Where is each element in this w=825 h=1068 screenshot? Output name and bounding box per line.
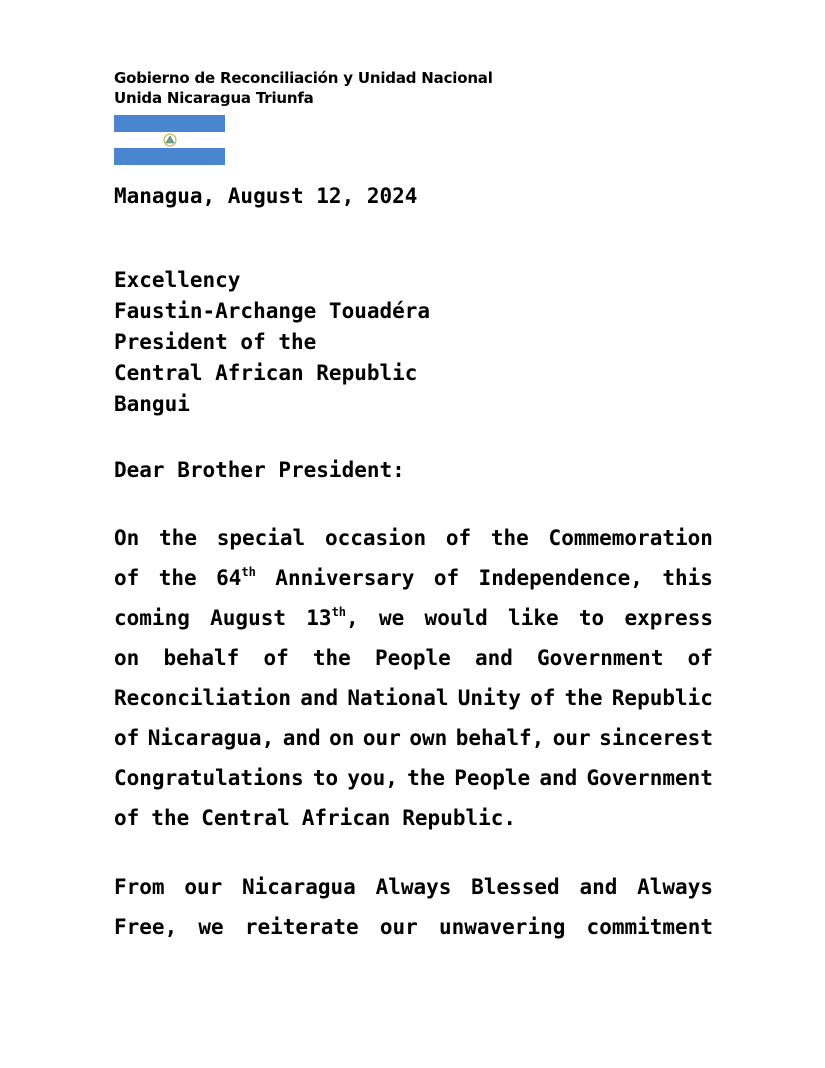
word: of bbox=[433, 566, 460, 590]
word: Central bbox=[201, 806, 290, 830]
word: On bbox=[114, 526, 140, 550]
word: we bbox=[198, 915, 224, 939]
word: the bbox=[407, 766, 446, 790]
word: National bbox=[347, 686, 449, 710]
addressee-city: Bangui bbox=[114, 392, 190, 416]
word: and bbox=[300, 686, 339, 710]
ordinal-number: 13 bbox=[306, 606, 332, 630]
word: Nicaragua, bbox=[147, 726, 275, 750]
word: Unity bbox=[457, 686, 521, 710]
word: Republic bbox=[611, 686, 713, 710]
paragraph-line bbox=[114, 558, 713, 598]
letterhead bbox=[114, 68, 493, 108]
word: commitment bbox=[586, 915, 713, 939]
word: to bbox=[578, 606, 605, 630]
word: behalf bbox=[163, 646, 240, 670]
word: behalf, bbox=[455, 726, 545, 750]
word: Nicaragua bbox=[242, 875, 356, 899]
word: of bbox=[445, 526, 472, 550]
word: of bbox=[114, 806, 140, 830]
word: would bbox=[424, 606, 488, 630]
paragraph-line bbox=[114, 798, 713, 838]
word: of bbox=[530, 686, 556, 710]
word: the bbox=[151, 806, 190, 830]
word: this bbox=[662, 566, 713, 590]
addressee-position: President of the bbox=[114, 330, 317, 354]
punctuation: , bbox=[346, 606, 359, 630]
word: From bbox=[114, 875, 165, 899]
paragraph-line bbox=[114, 718, 713, 758]
word: on bbox=[329, 726, 355, 750]
ordinal-word bbox=[216, 558, 256, 598]
word: sincerest bbox=[599, 726, 713, 750]
addressee-country: Central African Republic bbox=[114, 361, 418, 385]
word: and bbox=[539, 766, 578, 790]
paragraph-line bbox=[114, 638, 713, 678]
word: to bbox=[312, 766, 339, 790]
word: African bbox=[301, 806, 391, 830]
word: Government bbox=[537, 646, 664, 670]
word: and bbox=[474, 646, 513, 670]
word: August bbox=[210, 606, 286, 630]
ordinal-suffix: th bbox=[241, 565, 256, 579]
word: on bbox=[114, 646, 140, 670]
word: Commemoration bbox=[548, 526, 713, 550]
word: Reconciliation bbox=[114, 686, 292, 710]
word: Anniversary bbox=[275, 566, 415, 590]
word: Free, bbox=[114, 915, 178, 939]
paragraph-line bbox=[114, 598, 713, 638]
ordinal-number: 64 bbox=[216, 566, 242, 590]
word: of bbox=[263, 646, 289, 670]
word: and bbox=[282, 726, 321, 750]
letter-date: Managua, August 12, 2024 bbox=[114, 184, 418, 208]
word: of bbox=[114, 566, 140, 590]
word: Congratulations bbox=[114, 766, 304, 790]
body-paragraph-congratulations bbox=[114, 518, 713, 838]
word: you, bbox=[347, 766, 398, 790]
paragraph-line bbox=[114, 758, 713, 798]
ordinal-word bbox=[306, 598, 358, 638]
word: our bbox=[362, 726, 401, 750]
word: we bbox=[378, 606, 405, 630]
word: Blessed bbox=[471, 875, 560, 899]
word: own bbox=[409, 726, 448, 750]
word: People bbox=[454, 766, 531, 790]
body-paragraph-commitment bbox=[114, 867, 713, 947]
word: Independence, bbox=[478, 566, 643, 590]
addressee-title: Excellency bbox=[114, 268, 241, 292]
word: occasion bbox=[324, 526, 427, 550]
paragraph-line bbox=[114, 678, 713, 718]
word: special bbox=[216, 526, 306, 550]
word: our bbox=[184, 875, 223, 899]
word: of bbox=[687, 646, 713, 670]
addressee-name: Faustin-Archange Touadéra bbox=[114, 299, 431, 323]
word: the bbox=[564, 686, 603, 710]
word: our bbox=[552, 726, 591, 750]
word: Always bbox=[637, 875, 713, 899]
coat-of-arms-icon bbox=[163, 133, 177, 147]
flag-top-stripe bbox=[114, 115, 225, 132]
ordinal-suffix: th bbox=[331, 605, 347, 619]
word: and bbox=[579, 875, 618, 899]
addressee-block bbox=[114, 265, 430, 420]
word: coming bbox=[114, 606, 190, 630]
word: the bbox=[158, 566, 197, 590]
paragraph-line bbox=[114, 907, 713, 947]
paragraph-line bbox=[114, 867, 713, 907]
word: our bbox=[379, 915, 418, 939]
flag-bottom-stripe bbox=[114, 148, 225, 165]
word: of bbox=[114, 726, 140, 750]
word: express bbox=[624, 606, 713, 630]
word: the bbox=[159, 526, 197, 550]
word: Always bbox=[375, 875, 452, 899]
letterhead-line-government: Gobierno de Reconciliación y Unidad Nacional bbox=[114, 69, 493, 87]
word: like bbox=[508, 606, 559, 630]
nicaragua-flag bbox=[114, 115, 225, 165]
word: Government bbox=[586, 766, 713, 790]
word: Republic. bbox=[402, 806, 517, 830]
word: the bbox=[490, 526, 529, 550]
word: the bbox=[312, 646, 351, 670]
word: reiterate bbox=[244, 915, 359, 939]
word: People bbox=[374, 646, 451, 670]
word: unwavering bbox=[438, 915, 566, 939]
paragraph-line bbox=[114, 518, 713, 558]
salutation: Dear Brother President: bbox=[114, 458, 405, 482]
letterhead-line-motto: Unida Nicaragua Triunfa bbox=[114, 89, 314, 107]
